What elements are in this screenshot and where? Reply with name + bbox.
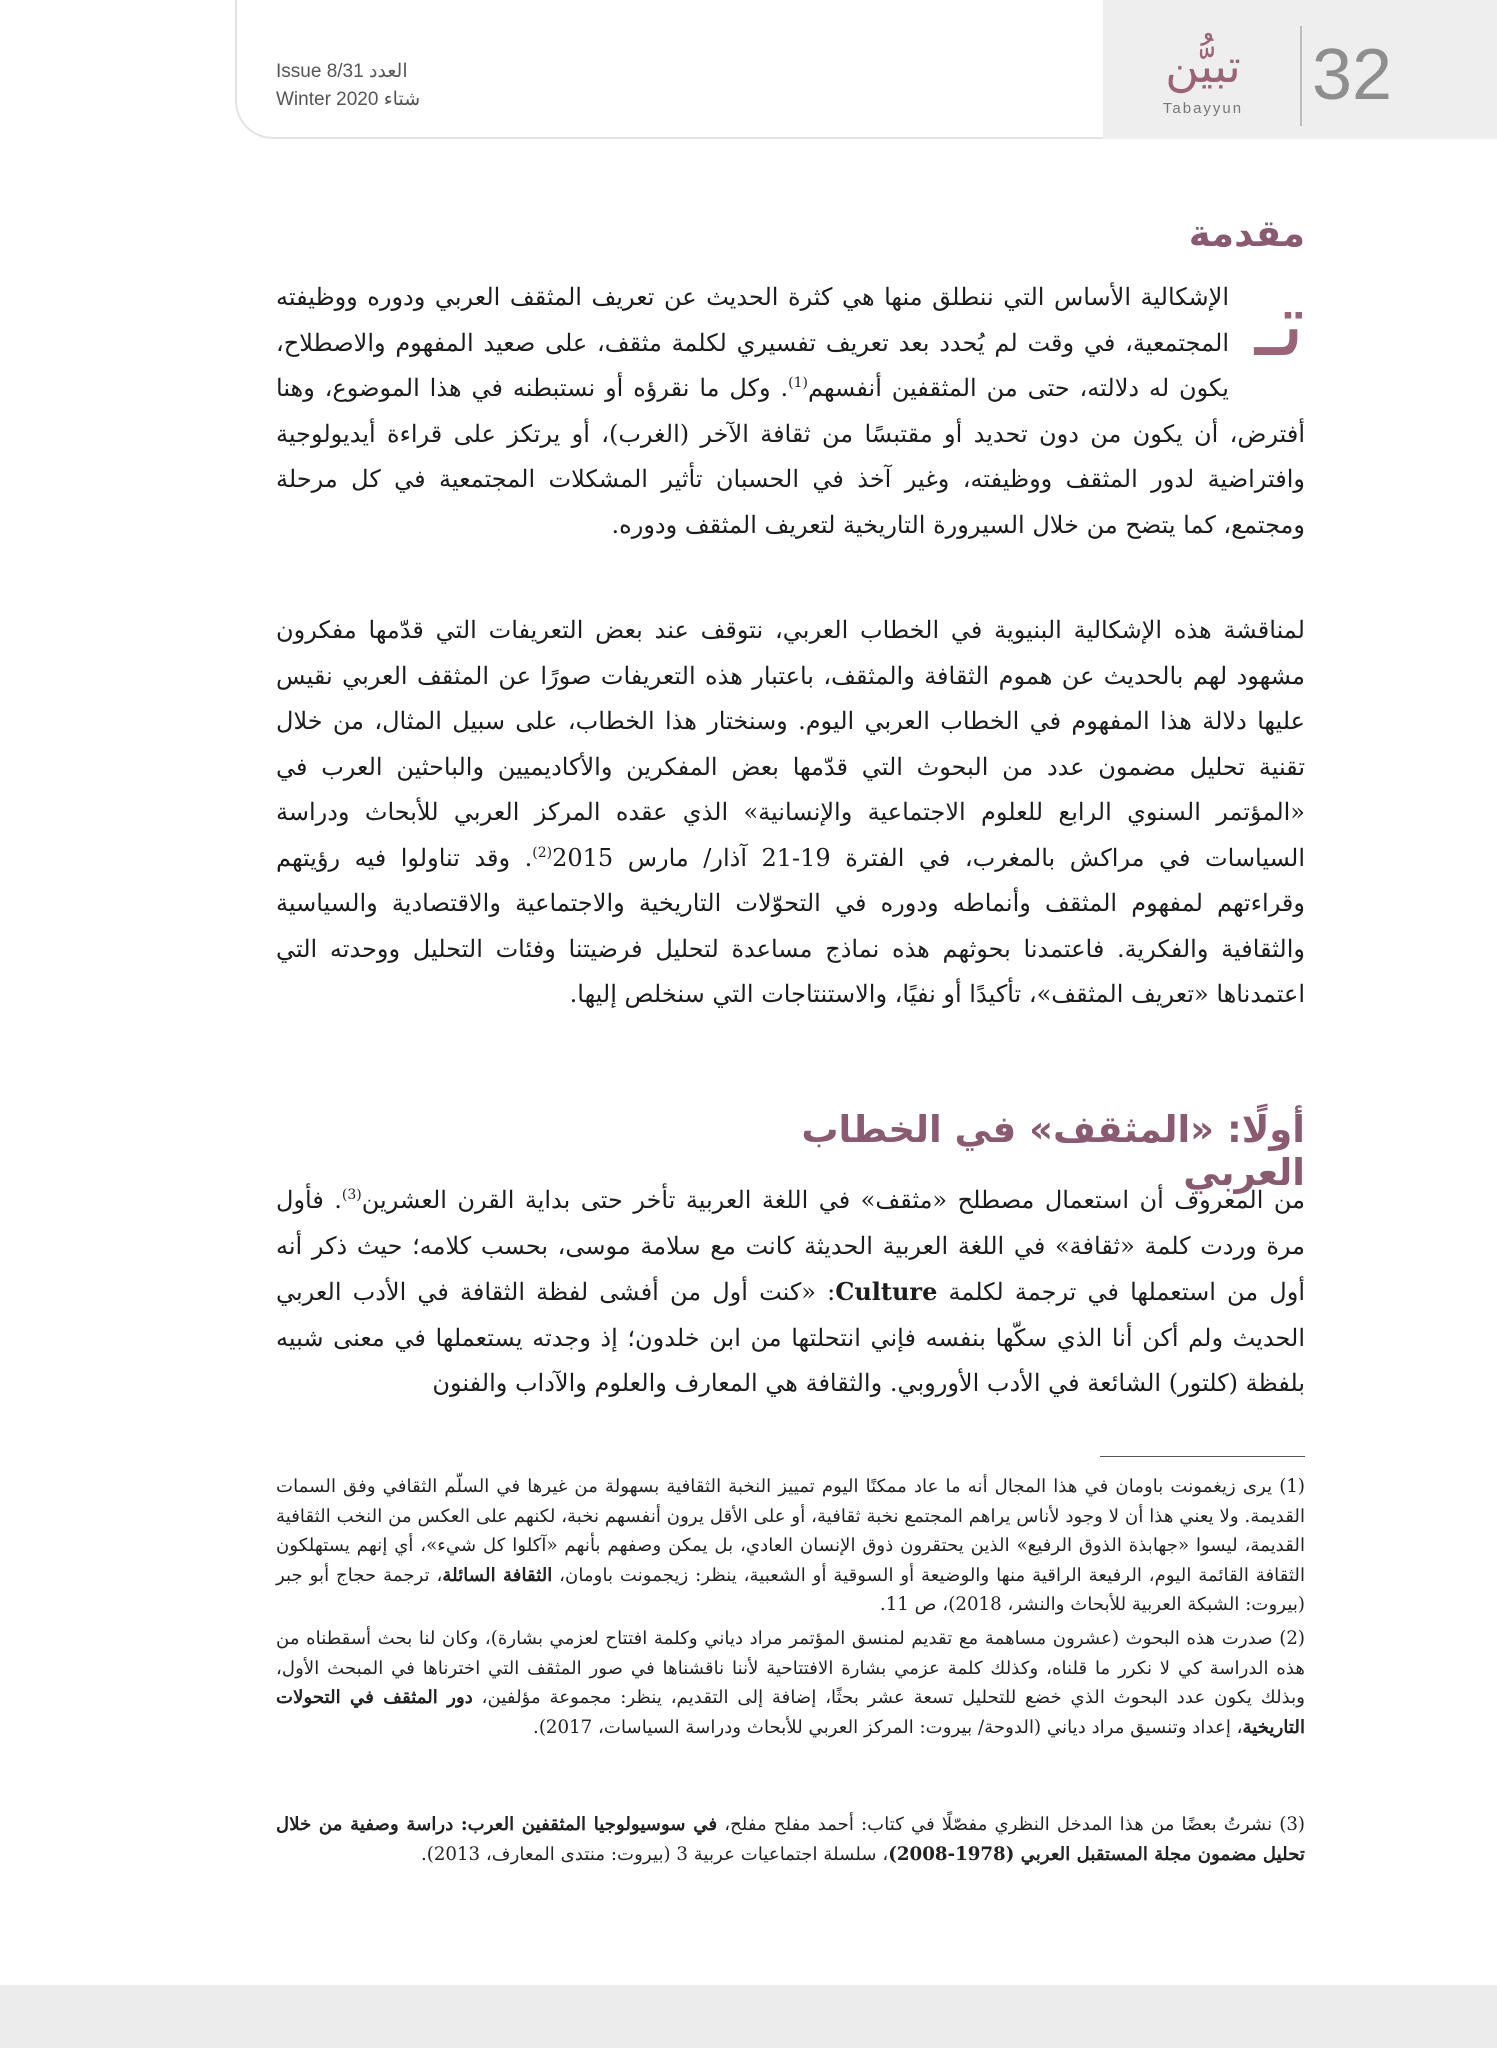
footnote-text: ، إعداد وتنسيق مراد دياني (الدوحة/ بيروت: المركز العربي للأبحاث ودراسة السياسات، 2017).: [533, 1716, 1243, 1738]
footnote-text: نشرتُ بعضًا من هذا المدخل النظري مفصّلًا في كتاب: أحمد مفلح مفلح،: [717, 1814, 1280, 1835]
page-number: 32: [1312, 35, 1393, 115]
paragraph-text: الإشكالية الأساس التي ننطلق منها هي كثرة الحديث عن تعريف المثقف العربي ودوره ووظيفته المجتمعية، في وقت لم يُحدد بعد تعريف تفسيري لكلمة مثقف، على صعيد المفهوم والاصطلاح، يكون له دلالته، حتى من المثقفين أنفسهم: [276, 283, 1229, 402]
page-bottom-band: [0, 1985, 1497, 2048]
footnote-ref-1[interactable]: (1): [788, 375, 808, 391]
issue-info: [276, 58, 446, 114]
paragraph-text: لمناقشة هذه الإشكالية البنيوية في الخطاب العربي، نتوقف عند بعض التعريفات التي قدّمها مفكرون مشهود لهم بالحديث عن هموم الثقافة والمثقف، باعتبار هذه التعريفات صورًا عن المثقف العربي نقيس عليها دلالة هذا المفهوم في الخطاب العربي اليوم. وسنختار هذا الخطاب، على سبيل المثال، من خلال تقنية تحليل مضمون عدد من البحوث التي قدّمها بعض المفكرين والأكاديميين والباحثين العرب في «المؤتمر السنوي الرابع للعلوم الاجتماعية والإنسانية» الذي عقده المركز العربي للأبحاث ودراسة السياسات في مراكش بالمغرب، في الفترة 19-21 آذار/ مارس 2015: [276, 616, 1305, 872]
paragraph-text: . فأول مرة وردت كلمة «ثقافة» في اللغة العربية الحديثة كانت مع سلامة موسى، بحسب كلامه؛ حيث ذكر أنه أول من استعملها في ترجمة لكلمة: [276, 1186, 1305, 1306]
paragraph-text: . وقد تناولوا فيه رؤيتهم وقراءتهم لمفهوم المثقف وأنماطه ودوره في التحوّلات التاريخية والاجتماعية والاقتصادية والسياسية والثقافية والفكرية. فاعتمدنا بحوثهم هذه نماذج مساعدة لتحليل فرضيتنا وفئات التحليل ووحدته التي اعتمدناها «تعريف المثقف»، تأكيدًا أو نفيًا، والاستنتاجات التي سنخلص إليها.: [276, 843, 1305, 1008]
footnote-text: صدرت هذه البحوث (عشرون مساهمة مع تقديم لمنسق المؤتمر مراد دياني وكلمة افتتاح لعزمي بشارة)، وكان لنا بحث أسقطناه من هذه الدراسة كي لا نكرر ما قلناه، وكذلك كلمة عزمي بشارة الافتتاحية لأننا ناقشناها في صور المثقف التي اخترناها في المبحث الأول، وبذلك يكون عدد البحوث الذي خضع للتحليل تسعة عشر بحثًا، إضافة إلى التقديم، ينظر: مجموعة مؤلفين،: [276, 1628, 1305, 1709]
footnote-2: [276, 1624, 1305, 1742]
footnote-ref-2[interactable]: (2): [532, 844, 553, 861]
footnote-number: (1): [1279, 1476, 1305, 1497]
intro-paragraph-1: [276, 275, 1305, 548]
footnote-title: دور المثقف في التحولات التاريخية: [276, 1687, 1305, 1738]
latin-term: Culture: [835, 1277, 938, 1306]
footnote-title: في سوسيولوجيا المثقفين العرب: دراسة وصفية من خلال تحليل مضمون مجلة المستقبل العربي (1978-2008): [276, 1814, 1305, 1865]
footnote-ref-3[interactable]: (3): [341, 1187, 362, 1203]
paragraph-text: من المعروف أن استعمال مصطلح «مثقف» في اللغة العربية تأخر حتى بداية القرن العشرين: [361, 1186, 1305, 1214]
paragraph-text: . وكل ما نقرؤه أو نستبطنه في هذا الموضوع، وهنا أفترض، أن يكون من دون تحديد أو مقتبسًا من ثقافة الآخر (الغرب)، أو يرتكز على قراءة أيديولوجية وافتراضية لدور المثقف ووظيفته، وغير آخذ في الحسبان تأثير المشكلات المجتمعية في كل مرحلة ومجتمع، كما يتضح من خلال السيرورة التاريخية لتعريف المثقف ودوره.: [276, 374, 1305, 539]
logo-arabic-text: تبيُّن: [1165, 39, 1241, 93]
logo-english-text: Tabayyun: [1162, 100, 1244, 117]
footnote-3: [276, 1810, 1305, 1869]
section-heading-intro: مقدمة: [1188, 212, 1305, 255]
section-heading-one: أولًا: «المثقف» في الخطاب العربي: [801, 1108, 1305, 1194]
paragraph-text: : «كنت أول من أفشى لفظة الثقافة في الأدب العربي الحديث ولم أكن أنا الذي سكّها بنفسه فإني انتحلتها من ابن خلدون؛ إذ وجدته يستعملها في معنى شبيه بلفظة (كلتور) الشائعة في الأدب الأوروبي. والثقافة هي المعارف والعلوم والآداب والفنون: [276, 1278, 1305, 1397]
footnote-text: يرى زيغمونت باومان في هذا المجال أنه ما عاد ممكنًا اليوم تمييز النخبة الثقافية بسهولة من غيرها في السلّم الثقافي وفق السمات القديمة. ولا يعني هذا أن لا وجود لأناس يراهم المجتمع نخبة ثقافية، أو على الأقل يرون أنفسهم نخبة، لكنهم على العكس من النخب الثقافية القديمة، ليسوا «جهابذة الذوق الرفيع» الذين يحتقرون ذوق الإنسان العادي، بل يمكن وصفهم بأنهم «آكلوا كل شيء»، أي إنهم يستهلكون الثقافة القائمة اليوم، الرفيعة الراقية منها والوضيعة أو السوقية أو الشعبية، ينظر: زيجمونت باومان،: [276, 1476, 1306, 1586]
footnote-number: (3): [1279, 1814, 1305, 1835]
footnote-number: (2): [1279, 1628, 1305, 1649]
footnote-separator: [1100, 1456, 1305, 1457]
drop-cap: تـ: [1254, 273, 1305, 376]
footnote-title: الثقافة السائلة: [442, 1564, 553, 1586]
journal-logo: [1128, 38, 1278, 128]
issue-season: Winter 2020 شتاء: [276, 89, 421, 110]
issue-number: Issue 8/31 العدد: [276, 61, 408, 82]
section-one-paragraph: [276, 1178, 1305, 1407]
intro-paragraph-2: [276, 608, 1305, 1018]
footnote-text: ، ترجمة حجاج أبو جبر (بيروت: الشبكة العربية للأبحاث والنشر، 2018)، ص 11.: [276, 1564, 1305, 1616]
footnote-text: ، سلسلة اجتماعيات عربية 3 (بيروت: منتدى المعارف، 2013).: [420, 1843, 889, 1865]
footnote-1: [276, 1472, 1305, 1620]
page-header: [0, 0, 1497, 140]
header-divider: [1300, 26, 1302, 126]
